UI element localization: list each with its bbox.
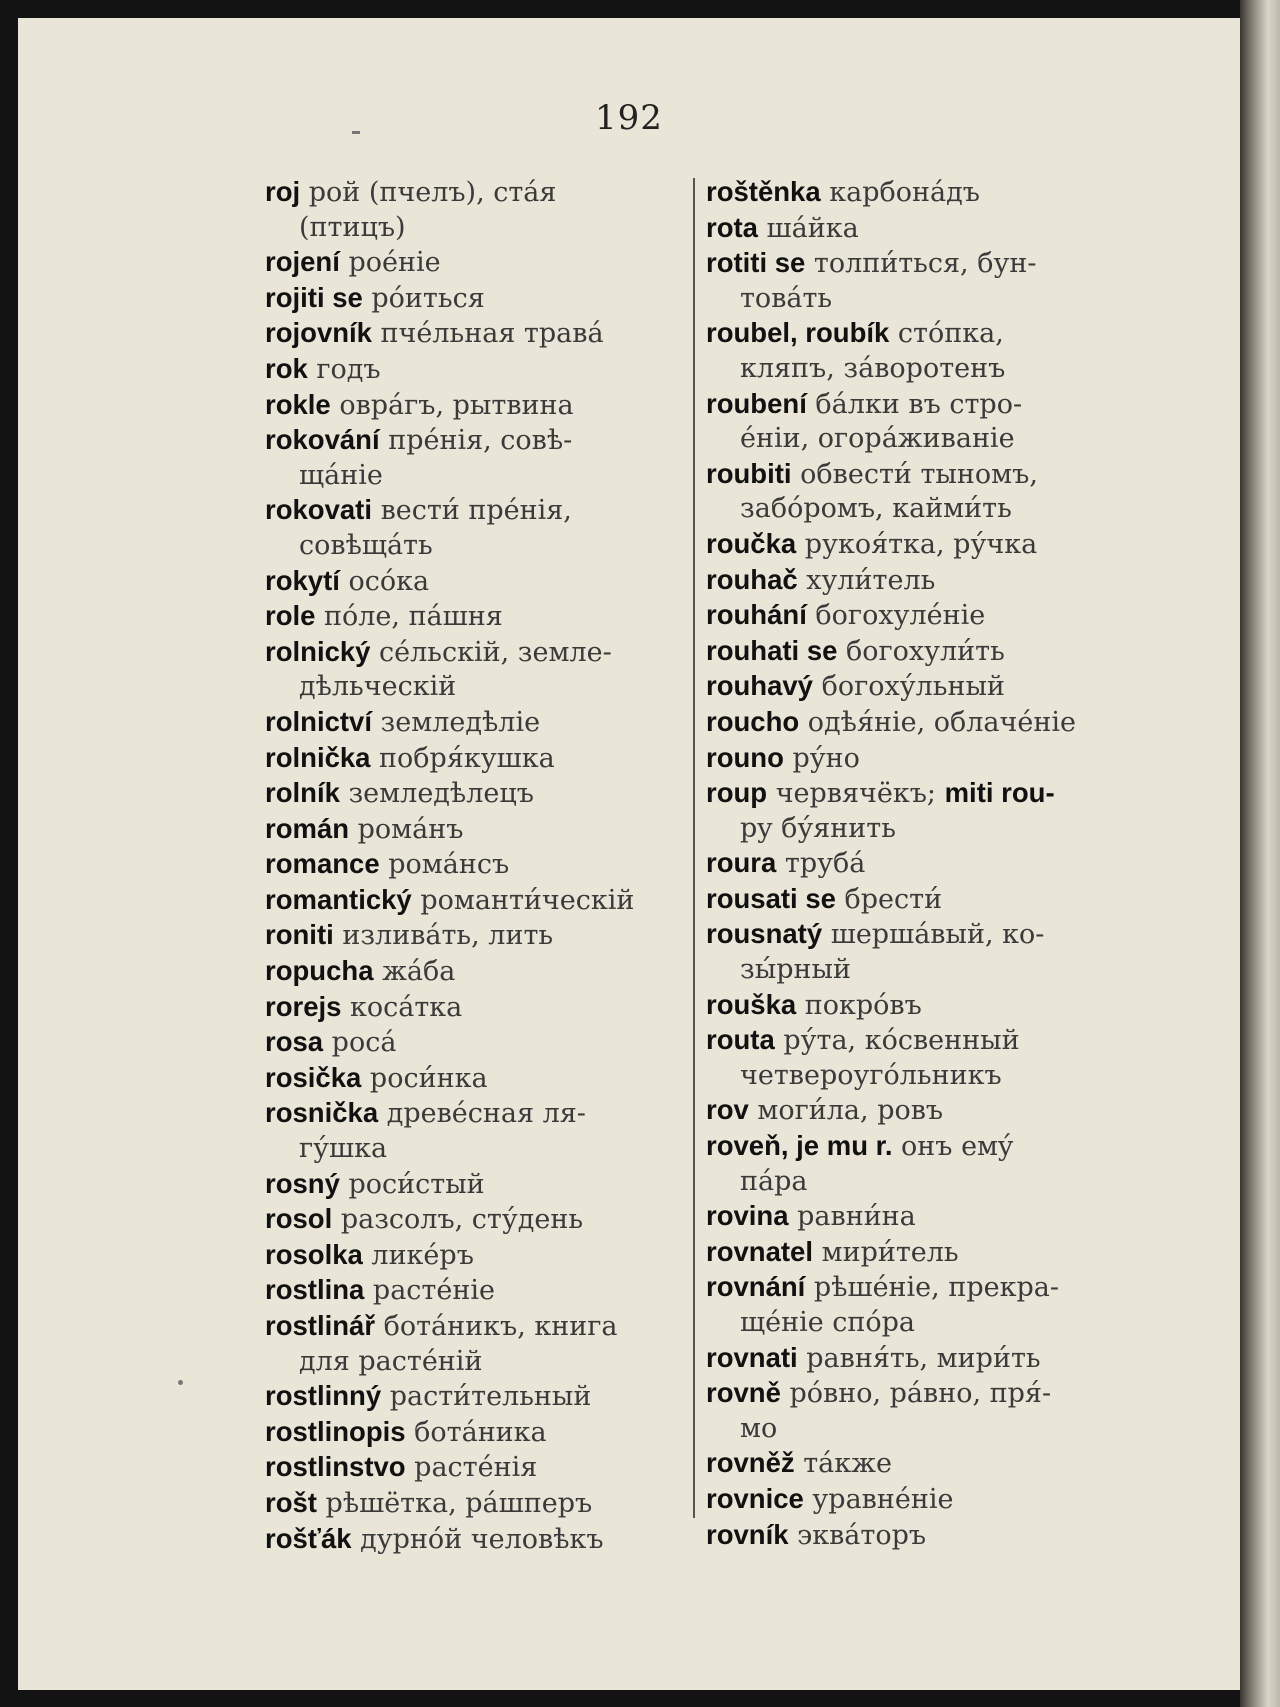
dictionary-entry [265, 1309, 680, 1379]
definition: ромáнсъ [379, 849, 510, 881]
definition: одѣя́ніе, облачéніе [799, 706, 1076, 738]
definition-continuation: гу́шка [299, 1133, 388, 1165]
definition: червячёкъ; [767, 778, 945, 810]
definition: богохулéніе [806, 600, 986, 632]
headword: rouhati se [706, 634, 838, 666]
headword: rov [706, 1094, 749, 1126]
headword: román [265, 812, 350, 844]
headword-phrase: miti rou- [944, 777, 1055, 809]
headword: rolnický [265, 635, 371, 667]
definition: романти́ческій [411, 884, 635, 916]
definition: роси́нка [361, 1062, 488, 1094]
headword: roubení [706, 387, 807, 419]
headword: rokovati [265, 494, 372, 526]
dictionary-entry [706, 988, 1121, 1024]
right-column [706, 175, 1121, 1553]
headword: rolník [265, 777, 340, 809]
dictionary-entry [706, 741, 1121, 777]
headword: rokytí [265, 564, 340, 596]
dictionary-entry [706, 1341, 1121, 1377]
headword: rouhavý [706, 670, 813, 702]
dictionary-entry [265, 1415, 680, 1451]
dictionary-entry [265, 1167, 680, 1203]
dictionary-entry [265, 245, 680, 281]
definition: богохули́ть [837, 635, 1005, 667]
dictionary-entry [265, 1202, 680, 1238]
page-number-container [18, 98, 1240, 138]
dictionary-entry [265, 741, 680, 777]
headword: rousnatý [706, 918, 823, 950]
definition: богоху́льный [812, 671, 1005, 703]
definition: пóле, пáшня [315, 601, 503, 633]
dictionary-entry [265, 812, 680, 848]
definition: уравнéніе [803, 1483, 954, 1515]
headword: rojení [265, 246, 340, 278]
definition: земледѣлецъ [339, 778, 534, 810]
dictionary-entry [706, 175, 1121, 211]
dictionary-entry [265, 352, 680, 388]
definition: древéсная ля- [378, 1098, 586, 1130]
headword: rostlinstvo [265, 1451, 406, 1483]
definition: прéнія, совѣ- [379, 425, 573, 457]
dictionary-entry [706, 705, 1121, 741]
dictionary-entry [706, 882, 1121, 918]
dictionary-entry [265, 1522, 680, 1558]
headword: rousati se [706, 882, 836, 914]
dictionary-entry [706, 246, 1121, 316]
dictionary-entry [706, 598, 1121, 634]
headword: roniti [265, 919, 334, 951]
headword: rolnička [265, 741, 371, 773]
definition: моги́ла, ровъ [748, 1095, 944, 1127]
dictionary-entry [265, 423, 680, 493]
definition: толпи́ться, бун- [805, 248, 1037, 280]
headword: rosolka [265, 1238, 363, 1270]
headword: rouhání [706, 599, 807, 631]
definition-continuation: py бу́янить [740, 812, 896, 844]
definition-continuation: кляпъ, зáворотенъ [740, 352, 1006, 384]
dictionary-entry [265, 635, 680, 705]
dictionary-entry [265, 1379, 680, 1415]
definition: тáкже [794, 1448, 892, 1480]
definition: пчéльная травá [371, 318, 604, 350]
dictionary-entry [265, 599, 680, 635]
dictionary-entry [706, 846, 1121, 882]
headword: roup [706, 777, 768, 809]
dictionary-entry [706, 387, 1121, 457]
definition-continuation: щáніе [299, 459, 383, 491]
definition: трубá [776, 848, 866, 880]
headword: rovnatel [706, 1235, 813, 1267]
headword: rostlina [265, 1274, 365, 1306]
definition: равни́на [788, 1201, 916, 1233]
definition: ромáнъ [349, 813, 464, 845]
definition: рóвно, рáвно, пря́- [780, 1378, 1052, 1410]
dictionary-entry [706, 316, 1121, 386]
definition: рѣшётка, рáшперъ [316, 1487, 593, 1519]
definition: обвести́ тыномъ, [791, 458, 1038, 490]
headword: rošťák [265, 1522, 352, 1554]
headword: roucho [706, 705, 800, 737]
headword: rouhač [706, 563, 798, 595]
dictionary-entry [265, 1096, 680, 1166]
definition: росá [323, 1027, 397, 1059]
dictionary-entry [265, 281, 680, 317]
definition: шершáвый, ко- [822, 919, 1045, 951]
dictionary-entry [706, 1023, 1121, 1093]
headword: rostlinopis [265, 1415, 406, 1447]
dictionary-entry [265, 1486, 680, 1522]
headword: rolnictví [265, 705, 372, 737]
definition: роéніе [339, 247, 441, 279]
dictionary-entry [706, 1518, 1121, 1554]
headword: rostlinný [265, 1380, 382, 1412]
headword: rovnání [706, 1271, 806, 1303]
headword: role [265, 600, 316, 632]
dictionary-entry [706, 917, 1121, 987]
dictionary-entry [706, 776, 1121, 846]
headword: rokování [265, 424, 380, 456]
headword: rosnička [265, 1097, 379, 1129]
definition: разсолъ, сту́день [332, 1204, 584, 1236]
dictionary-entry [706, 1199, 1121, 1235]
definition-continuation: совѣщáть [299, 529, 433, 561]
definition: рóиться [362, 282, 485, 314]
definition: покрóвъ [796, 989, 922, 1021]
dictionary-entry [265, 316, 680, 352]
definition: вести́ прéнія, [371, 495, 572, 527]
dictionary-entry [265, 705, 680, 741]
headword: rojiti se [265, 281, 363, 313]
dictionary-entry [265, 883, 680, 919]
definition: мири́тель [812, 1236, 959, 1268]
definition-continuation: éніи, огорáживаніе [740, 423, 1015, 455]
print-dot [178, 1380, 183, 1385]
dictionary-entry [265, 1061, 680, 1097]
headword: rovník [706, 1518, 789, 1550]
definition-continuation: дѣльческій [299, 671, 457, 703]
definition: эквáторъ [788, 1519, 927, 1551]
headword: rouno [706, 741, 784, 773]
definition-continuation: щéніе спóра [740, 1307, 916, 1338]
dictionary-entry [265, 847, 680, 883]
definition-continuation: зы́рный [740, 954, 851, 986]
left-column [265, 175, 680, 1557]
headword: roubiti [706, 457, 792, 489]
dictionary-entry [265, 990, 680, 1026]
dictionary-entry [265, 175, 680, 245]
definition: дурнóй человѣкъ [351, 1523, 604, 1555]
dictionary-entry [706, 1235, 1121, 1271]
headword: routa [706, 1024, 775, 1056]
headword: rojovník [265, 317, 372, 349]
headword: rosička [265, 1061, 362, 1093]
definition: изливáть, лить [333, 920, 554, 952]
headword: rovina [706, 1200, 789, 1232]
headword: roučka [706, 527, 797, 559]
definition: ликéръ [362, 1239, 474, 1271]
headword: rok [265, 352, 308, 384]
dictionary-entry [265, 388, 680, 424]
headword: romantický [265, 883, 412, 915]
definition: бáлки въ стро- [806, 388, 1023, 420]
headword: rota [706, 211, 758, 243]
definition: роси́стый [339, 1168, 485, 1200]
definition: растéніе [364, 1275, 495, 1307]
definition-continuation: четвероугóльникъ [740, 1059, 1002, 1091]
headword: rovnice [706, 1482, 804, 1514]
headword: rovnati [706, 1341, 798, 1373]
dictionary-entry [706, 1270, 1121, 1340]
dictionary-entry [706, 1482, 1121, 1518]
definition: онъ емý [892, 1131, 1014, 1163]
headword: rostlinář [265, 1310, 376, 1341]
headword: rosa [265, 1026, 324, 1058]
definition: побря́кушка [370, 742, 555, 774]
definition-continuation: для растéній [299, 1345, 483, 1377]
definition: карбонáдъ [820, 177, 980, 208]
dictionary-entry [706, 563, 1121, 599]
headword: romance [265, 848, 380, 880]
definition: сéльскій, земле- [370, 636, 612, 668]
dictionary-entry [265, 1238, 680, 1274]
headword: rovněž [706, 1447, 795, 1479]
dictionary-entry [265, 493, 680, 563]
definition: косáтка [341, 991, 463, 1023]
definition-continuation: забóромъ, кайми́ть [740, 493, 1012, 525]
dictionary-entry [706, 1376, 1121, 1446]
dictionary-entry [265, 564, 680, 600]
column-divider [693, 178, 695, 1518]
definition-continuation: мо [740, 1412, 778, 1444]
headword: rosný [265, 1167, 340, 1199]
headword: roveň, je mu r. [706, 1130, 893, 1162]
dictionary-entry [706, 1093, 1121, 1129]
headword: roubel, roubík [706, 317, 890, 349]
dictionary-entry [265, 954, 680, 990]
dictionary-entry [265, 1025, 680, 1061]
definition: стóпка, [889, 318, 1004, 350]
headword: rorejs [265, 990, 342, 1022]
headword: roura [706, 847, 777, 879]
dictionary-entry [706, 634, 1121, 670]
dictionary-entry [706, 1129, 1121, 1199]
definition: хули́тель [797, 564, 936, 596]
definition: осóка [339, 565, 430, 597]
dictionary-entry [265, 1450, 680, 1486]
dictionary-entry [265, 776, 680, 812]
definition-continuation: пáра [740, 1165, 808, 1197]
dictionary-entry [706, 457, 1121, 527]
book-spine [1240, 0, 1280, 1707]
headword: rotiti se [706, 247, 806, 279]
definition: равня́ть, мири́ть [797, 1342, 1041, 1374]
headword: ropucha [265, 955, 374, 987]
definition: годъ [307, 353, 381, 385]
definition: расти́тельный [381, 1381, 592, 1413]
definition: рукоя́тка, ру́чка [796, 528, 1038, 560]
definition: шáйка [757, 212, 859, 244]
dictionary-entry [706, 527, 1121, 563]
dictionary-entry [706, 669, 1121, 705]
definition: рѣшéніе, прекра- [805, 1272, 1059, 1304]
definition: оврáгъ, рытвина [330, 389, 574, 421]
dictionary-entry [265, 1273, 680, 1309]
definition: ру́та, кóсвенный [774, 1025, 1020, 1057]
definition: земледѣліе [371, 706, 541, 738]
definition: ру́но [783, 742, 860, 774]
headword: rovně [706, 1377, 781, 1409]
dictionary-entry [706, 211, 1121, 247]
dictionary-entry [706, 1446, 1121, 1482]
page-number: 192 [595, 98, 663, 138]
print-mark [352, 131, 360, 134]
headword: rouška [706, 988, 797, 1020]
definition: рой (пчелъ), стáя [300, 177, 557, 208]
definition: ботáникъ, книга [375, 1311, 618, 1342]
dictionary-entry [265, 918, 680, 954]
definition: ботáника [405, 1416, 547, 1448]
headword: rošt [265, 1486, 317, 1518]
headword: rokle [265, 388, 331, 420]
definition: брести́ [835, 883, 943, 915]
headword: rosol [265, 1203, 333, 1235]
definition-continuation: (птицъ) [299, 211, 406, 243]
headword: roj [265, 176, 301, 207]
headword: roštěnka [706, 176, 821, 207]
definition: растéнія [405, 1452, 538, 1484]
definition-continuation: товáть [740, 282, 833, 314]
definition: жáба [373, 956, 456, 988]
